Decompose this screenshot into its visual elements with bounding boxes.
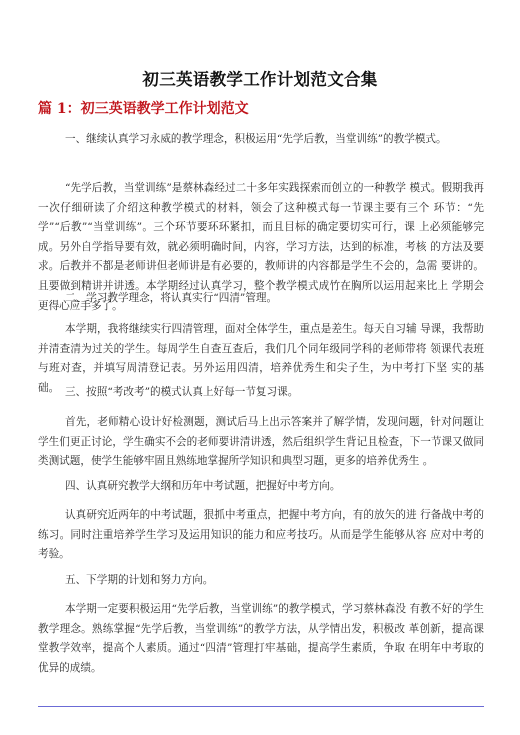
- paragraph-7: 四、认真研究教学大纲和历年中考试题，把握好中考方向。: [65, 480, 341, 492]
- paragraph-5: 三、按照“考改考”的模式认真上好每一节复习课。: [65, 386, 299, 398]
- section-heading: 篇 1：初三英语教学工作计划范文: [38, 101, 249, 117]
- footer-divider: [38, 706, 484, 707]
- paragraph-6: 首先，老师精心设计好检测题，测试后马上出示答案并了解学情，发现问题，针对问题让学生们更正讨论，学生确实不会的老师要讲清讲透，然后组织学生背记且检查，下一节课又做同类测试题，使学生能够牢固且熟练地掌握所学知识和典型习题，更多的培养优秀生 。: [38, 416, 484, 468]
- document-title: 初三英语教学工作计划范文合集: [142, 70, 378, 89]
- paragraph-9: 五、下学期的计划和努力方向。: [65, 574, 214, 586]
- paragraph-8: 认真研究近两年的中考试题，狠抓中考重点，把握中考方向，有的放矢的进 行备战中考的练习。同时注重培养学生学习及运用知识的能力和应考技巧。从而是学生能够从容 应对中考的考验。: [38, 509, 484, 561]
- paragraph-1: 一、继续认真学习永威的教学理念，积极运用“先学后教，当堂训练”的教学模式。: [65, 133, 447, 145]
- paragraph-3: 二、学习教学理念，将认真实行“四清”管理。: [65, 292, 278, 304]
- paragraph-4: 本学期，我将继续实行四清管理，面对全体学生，重点是差生。每天自习辅 导课，我帮助并清查清为过关的学生。每周学生自查互查后，我们几个同年级同学科的老师带将 领课代表班与班对查，并填写周清登记表。另外运用四清，培养优秀生和尖子生，为中考打下坚 实的基础。: [38, 323, 484, 394]
- paragraph-10: 本学期一定要积极运用“先学后教，当堂训练”的教学模式，学习蔡林森没 有教不好的学生教学理念。熟练掌握“先学后教，当堂训练”的教学方法，从学情出发，积极改 革创新，提高课堂教学效率，提高个人素质。通过“四清”管理打牢基础，提高学生素质，争取 在明年中考取的优异的成绩。: [38, 603, 484, 674]
- paragraph-2: “先学后教，当堂训练”是蔡林森经过二十多年实践探索而创立的一种教学 模式。假期我再一次仔细研读了介绍这种教学模式的材料，领会了这种模式每一节课主要有三个 环节：“先学”“后教”“当堂训练”。三个环节要环环紧扣，而且目标的确定要切实可行，课 上必须能够完成。另外自学指导要有效，就必须明确时间，内容，学习方法，达到的标准，考核 的方法及要求。后教并不都是老师讲但老师讲是有必要的，教师讲的内容都是学生不会的，急需 要讲的。且要做到精讲并讲透。本学期经过认真学习，整个教学模式成竹在胸所以运用起来比上 学期会更得心应手多了。: [38, 182, 484, 312]
